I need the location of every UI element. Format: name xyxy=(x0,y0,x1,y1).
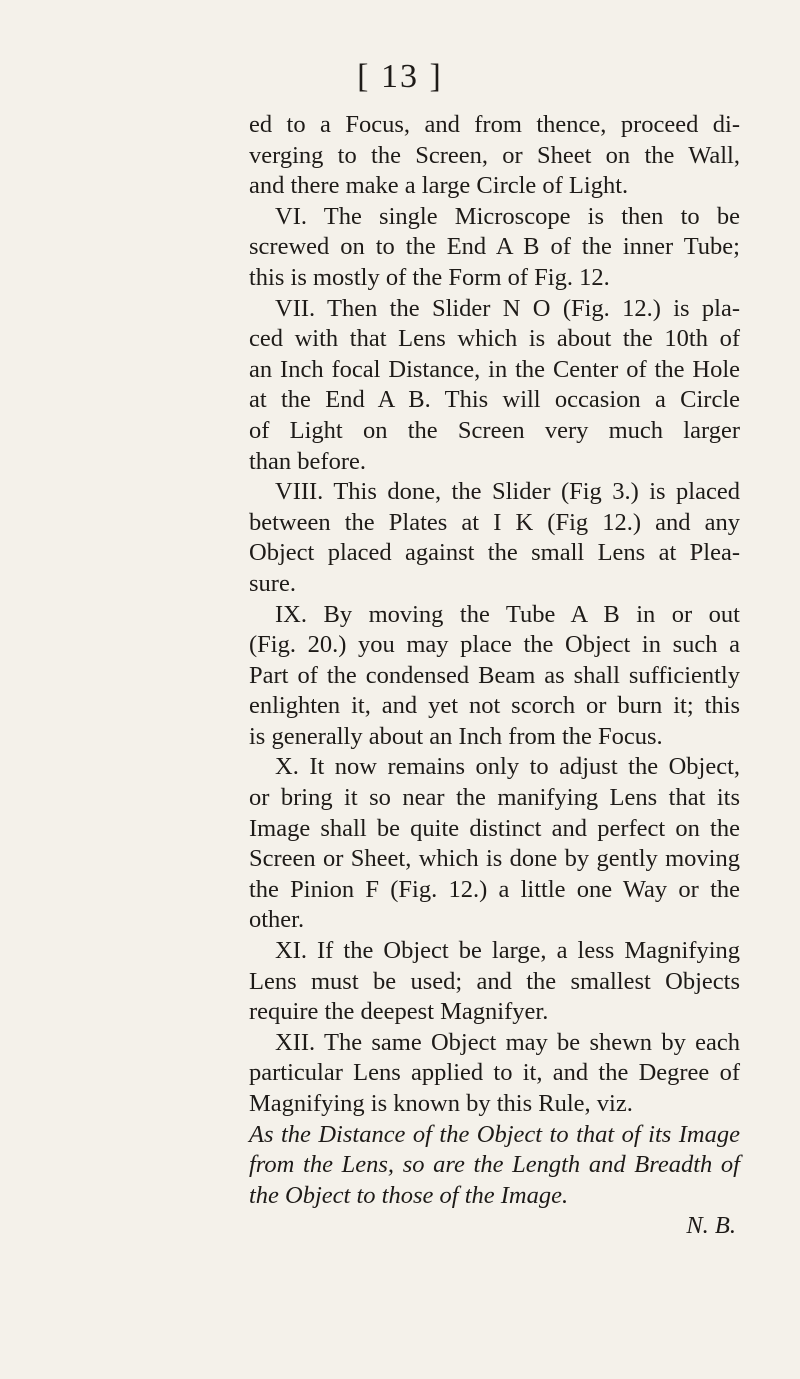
text-line: As the Distance of the Object to that of its Image xyxy=(249,1120,740,1148)
text-line: an Inch focal Distance, in the Center of the Hole xyxy=(249,355,740,383)
text-line: or bring it so near the manifying Lens that its xyxy=(249,784,740,812)
text-line: require the deepest Magnifyer. xyxy=(249,998,549,1026)
text-line: Magnifying is known by this Rule, viz. xyxy=(249,1090,633,1117)
text-line: N. B. xyxy=(686,1212,736,1240)
text-line: verging to the Screen, or Sheet on the Wall, xyxy=(249,141,740,169)
text-line: and there make a large Circle of Light. xyxy=(249,172,629,200)
text-line: VII. Then the Slider N O (Fig. 12.) is pla- xyxy=(275,294,740,322)
text-line: than before. xyxy=(249,447,366,475)
text-line: other. xyxy=(249,906,305,934)
text-line: XI. If the Object be large, a less Magnifying xyxy=(275,937,740,965)
text-line: ced with that Lens which is about the 10th of xyxy=(249,325,740,353)
text-line: ed to a Focus, and from thence, proceed di- xyxy=(249,111,740,138)
text-line: of Light on the Screen very much larger xyxy=(249,416,740,444)
text-line: screwed on to the End A B of the inner Tube; xyxy=(249,233,740,261)
text-line: is generally about an Inch from the Focus. xyxy=(249,722,663,750)
body-text xyxy=(249,110,740,1242)
text-line: this is mostly of the Form of Fig. 12. xyxy=(249,263,610,291)
text-line: VI. The single Microscope is then to be xyxy=(275,202,740,230)
text-line: the Pinion F (Fig. 12.) a little one Way or the xyxy=(249,875,740,903)
page-number: [ 13 ] xyxy=(357,58,443,95)
text-line: Lens must be used; and the smallest Objects xyxy=(249,967,740,995)
text-line: X. It now remains only to adjust the Object, xyxy=(275,753,740,781)
text-line: particular Lens applied to it, and the Degree of xyxy=(249,1059,740,1087)
text-line: at the End A B. This will occasion a Circle xyxy=(249,386,740,414)
text-line: the Object to those of the Image. xyxy=(249,1181,569,1209)
text-line: Screen or Sheet, which is done by gently moving xyxy=(249,845,740,873)
text-line: between the Plates at I K (Fig 12.) and any xyxy=(249,508,740,536)
text-line: Object placed against the small Lens at Plea- xyxy=(249,539,740,567)
text-line: VIII. This done, the Slider (Fig 3.) is placed xyxy=(275,478,740,506)
text-line: enlighten it, and yet not scorch or burn it; this xyxy=(249,692,740,720)
text-line: Image shall be quite distinct and perfect on the xyxy=(249,814,740,842)
text-line: from the Lens, so are the Length and Breadth of xyxy=(249,1151,740,1179)
text-line: (Fig. 20.) you may place the Object in such a xyxy=(249,631,740,659)
text-line: IX. By moving the Tube A B in or out xyxy=(275,600,740,628)
text-line: sure. xyxy=(249,569,296,597)
text-line: XII. The same Object may be shewn by each xyxy=(275,1028,740,1056)
text-line: Part of the condensed Beam as shall sufficiently xyxy=(249,661,740,689)
